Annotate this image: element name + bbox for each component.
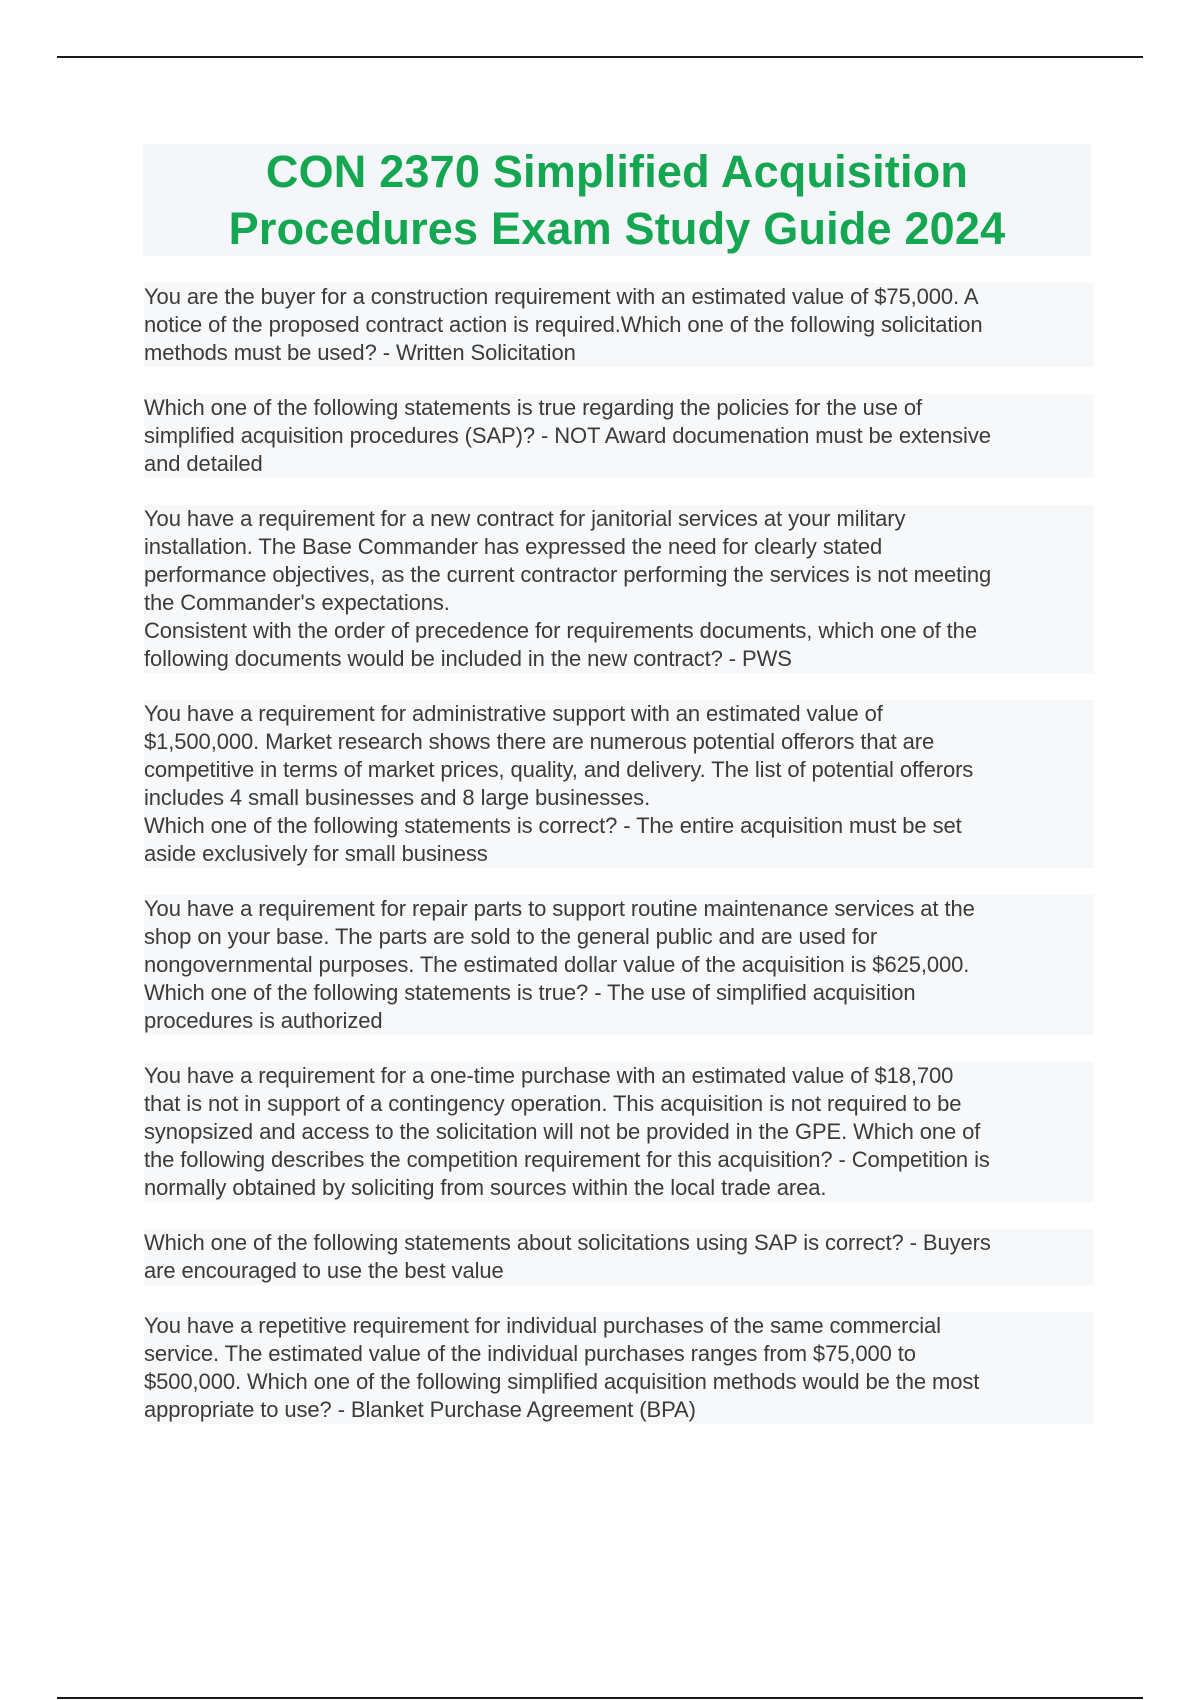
qa-text-line: procedures is authorized (144, 1008, 383, 1033)
qa-text-line: competitive in terms of market prices, quality, and delivery. The list of potential offerors (144, 757, 974, 782)
qa-paragraph (144, 505, 1094, 673)
qa-text-line: synopsized and access to the solicitation will not be provided in the GPE. Which one of (144, 1119, 981, 1144)
qa-text-line: You have a requirement for repair parts to support routine maintenance services at the (144, 896, 975, 921)
qa-text-line: following documents would be included in the new contract? - PWS (144, 646, 792, 671)
qa-paragraph (144, 1229, 1094, 1285)
qa-text-line: appropriate to use? - Blanket Purchase Agreement (BPA) (144, 1397, 696, 1422)
qa-text-line: nongovernmental purposes. The estimated dollar value of the acquisition is $625,000. (144, 952, 970, 977)
qa-text-line: You are the buyer for a construction requirement with an estimated value of $75,000. A (144, 284, 979, 309)
qa-paragraph (144, 283, 1094, 367)
qa-text-line: normally obtained by soliciting from sources within the local trade area. (144, 1175, 827, 1200)
qa-list (144, 283, 1094, 1451)
qa-text-line: installation. The Base Commander has expressed the need for clearly stated (144, 534, 883, 559)
qa-paragraph (144, 895, 1094, 1035)
qa-text-line: are encouraged to use the best value (144, 1258, 504, 1283)
qa-text-line: simplified acquisition procedures (SAP)? - NOT Award documenation must be extensive (144, 423, 991, 448)
qa-text-line: You have a requirement for a one-time purchase with an estimated value of $18,700 (144, 1063, 954, 1088)
qa-paragraph (144, 700, 1094, 868)
qa-text-line: the following describes the competition requirement for this acquisition? - Competition is (144, 1147, 990, 1172)
qa-paragraph (144, 394, 1094, 478)
title-block (143, 144, 1091, 256)
qa-text-line: You have a repetitive requirement for individual purchases of the same commercial (144, 1313, 941, 1338)
title-line-2: Procedures Exam Study Guide 2024 (228, 203, 1006, 254)
qa-text-line: notice of the proposed contract action is required.Which one of the following solicitation (144, 312, 983, 337)
qa-text-line: methods must be used? - Written Solicitation (144, 340, 576, 365)
qa-text-line: shop on your base. The parts are sold to the general public and are used for (144, 924, 878, 949)
qa-paragraph (144, 1062, 1094, 1202)
qa-paragraph (144, 1312, 1094, 1424)
top-rule (57, 56, 1143, 58)
qa-text-line: aside exclusively for small business (144, 841, 488, 866)
qa-text-line: and detailed (144, 451, 263, 476)
qa-text-line: $1,500,000. Market research shows there are numerous potential offerors that are (144, 729, 935, 754)
qa-text-line: You have a requirement for a new contract for janitorial services at your military (144, 506, 906, 531)
qa-text-line: service. The estimated value of the individual purchases ranges from $75,000 to (144, 1341, 916, 1366)
qa-text-line: that is not in support of a contingency operation. This acquisition is not required to be (144, 1091, 962, 1116)
qa-text-line: Which one of the following statements is correct? - The entire acquisition must be set (144, 813, 962, 838)
qa-text-line: Consistent with the order of precedence for requirements documents, which one of the (144, 618, 977, 643)
title-line-1: CON 2370 Simplified Acquisition (265, 146, 969, 197)
qa-text-line: includes 4 small businesses and 8 large businesses. (144, 785, 651, 810)
qa-text-line: Which one of the following statements is true regarding the policies for the use of (144, 395, 923, 420)
qa-text-line: the Commander's expectations. (144, 590, 450, 615)
qa-text-line: performance objectives, as the current contractor performing the services is not meeting (144, 562, 992, 587)
qa-text-line: You have a requirement for administrative support with an estimated value of (144, 701, 883, 726)
qa-text-line: Which one of the following statements is true? - The use of simplified acquisition (144, 980, 916, 1005)
qa-text-line: $500,000. Which one of the following simplified acquisition methods would be the most (144, 1369, 980, 1394)
qa-text-line: Which one of the following statements about solicitations using SAP is correct? - Buyers (144, 1230, 991, 1255)
bottom-rule (57, 1697, 1143, 1699)
